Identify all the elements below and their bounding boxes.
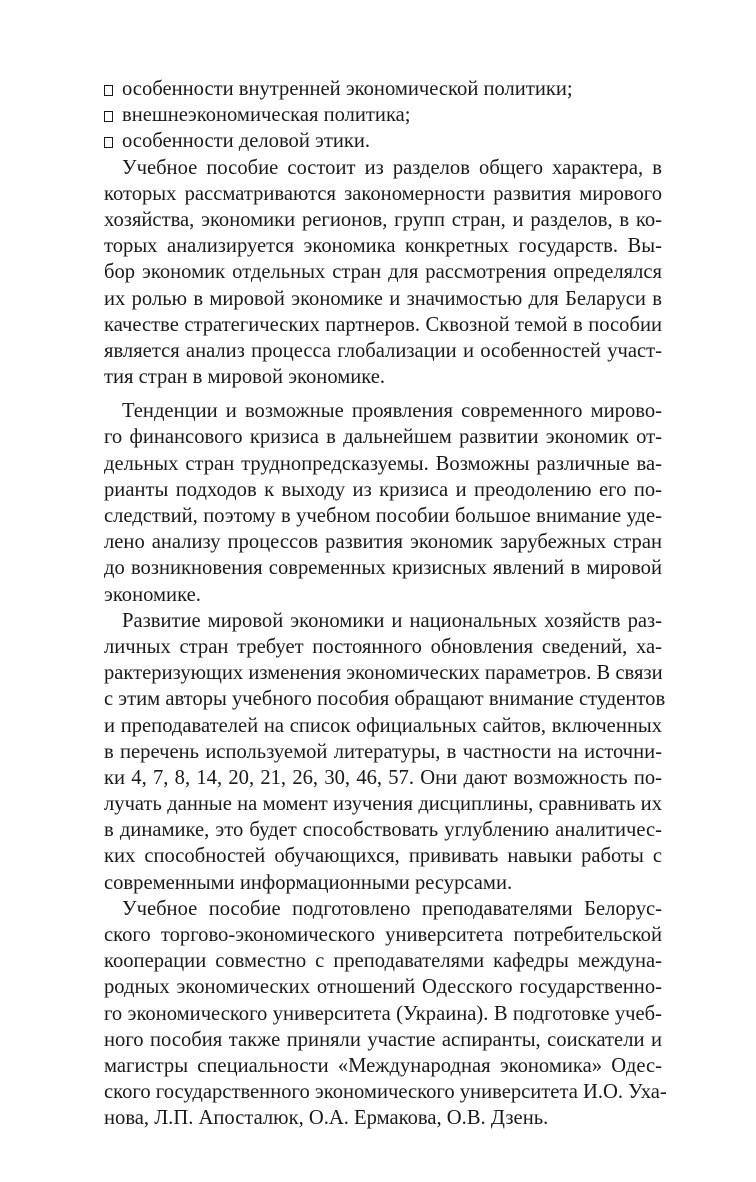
bullet-item: внешнеэкономическая политика; [104,102,662,128]
paragraph-crisis [104,398,662,608]
text-line: их ролью в мировой экономике и значимостью для Беларуси в [104,287,662,310]
text-line: Развитие мировой экономики и национальных хозяйств раз- [122,609,662,632]
text-line: тия стран в мировой экономике. [104,366,386,389]
text-line: магистры специальности «Международная экономика» Одес- [104,1054,662,1077]
text-line: ского торгово-экономического университета потребительской [104,924,662,946]
text-line: ного пособия также приняли участие аспиранты, соискатели и [104,1028,662,1051]
text-line: ки 4, 7, 8, 14, 20, 21, 26, 30, 46, 57. Они дают возможность по- [104,766,662,789]
text-line: кооперации совместно с преподавателями кафедры междуна- [104,950,662,973]
paragraph-authors [104,896,667,1132]
text-line: го экономического университета (Украина). В подготовке учеб- [104,1002,662,1025]
text-line: рактеризующих изменения экономических параметров. В связи [104,662,663,685]
text-line: которых рассматриваются закономерности развития мирового [104,182,662,205]
text-line: хозяйства, экономики регионов, групп стран, и разделов, в ко- [104,208,662,231]
text-line: в динамике, это будет способствовать углублению аналитичес- [104,819,662,842]
text-line: рианты подходов к выходу из кризиса и преодолению его по- [104,478,662,501]
text-line: Тенденции и возможные проявления современного мирово- [122,400,662,423]
checkbox-square-icon [104,111,113,122]
paragraph-sources [104,608,666,896]
text-line: следствий, поэтому в учебном пособии большое внимание уде- [104,505,662,527]
checkbox-square-icon [104,85,113,96]
text-line: является анализ процесса глобализации и особенностей участ- [104,339,662,362]
text-line: торых анализируется экономика конкретных государств. Вы- [104,235,662,258]
paragraph-structure [104,155,662,391]
text-line: лено анализу процессов развития экономик зарубежных стран [104,531,662,554]
text-line: Учебное пособие подготовлено преподавателями Белорус- [122,897,662,920]
checkbox-square-icon [104,137,113,148]
text-line: дельных стран труднопредсказуемы. Возможны различные ва- [104,452,662,475]
text-line: в перечень используемой литературы, в частности на источни- [104,740,662,763]
body-text [104,76,667,1132]
text-line: го финансового кризиса в дальнейшем развитии экономик от- [104,426,662,449]
text-line: лучать данные на момент изучения дисциплины, сравнивать их [104,793,662,816]
text-line: с этим авторы учебного пособия обращают внимание студентов [104,688,666,711]
bullet-item: особенности деловой этики. [104,128,662,154]
text-line: современными информационными ресурсами. [104,871,513,894]
bullet-item: особенности внутренней экономической политики; [104,76,662,102]
text-line: бор экономик отдельных стран для рассмотрения определялся [104,261,662,284]
text-line: качестве стратегических партнеров. Сквозной темой в пособии [104,313,662,336]
text-line: ского государственного экономического университета И.О. Уха- [104,1081,667,1104]
text-line: личных стран требует постоянного обновления сведений, ха- [104,635,662,658]
text-line: до возникновения современных кризисных явлений в мировой [104,557,662,580]
bullet-list [104,76,662,155]
text-line: Учебное пособие состоит из разделов общего характера, в [122,156,662,179]
text-line: нова, Л.П. Апосталюк, О.А. Ермакова, О.В. Дзень. [104,1107,549,1130]
text-line: экономике. [104,583,201,606]
text-line: ких способностей обучающихся, прививать навыки работы с [104,845,662,868]
text-line: и преподавателей на список официальных сайтов, включенных [104,714,662,737]
text-line: родных экономических отношений Одесского государственно- [104,976,662,999]
